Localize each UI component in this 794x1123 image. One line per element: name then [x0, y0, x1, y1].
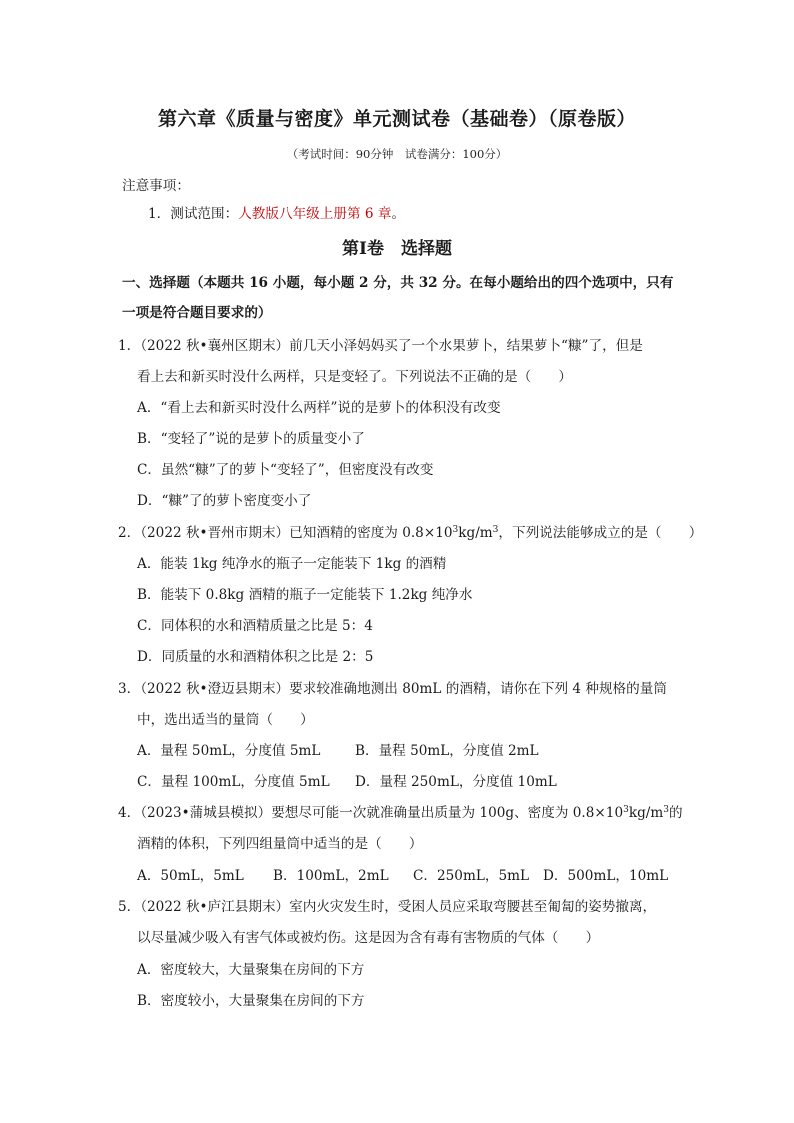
- question-2-option-c: C．同体积的水和酒精质量之比是 5：4: [137, 618, 373, 634]
- question-1-stem-line-2: 看上去和新买时没什么两样，只是变轻了。下列说法不正确的是（ ）: [137, 369, 572, 385]
- question-3-stem-line-1: 3．（2022 秋•澄迈县期末）要求较准确地测出 80mL 的酒精，请你在下列 4 种规格的量筒: [118, 681, 667, 697]
- question-2-unit: kg/m: [458, 525, 493, 541]
- question-4-option-d: D．500mL，10mL: [543, 868, 669, 884]
- question-4-option-a: A．50mL，5mL: [137, 868, 244, 884]
- instructions-line-1: 一、选择题（本题共 16 小题，每小题 2 分，共 32 分。在每小题给出的四个选项中，只有: [122, 275, 674, 291]
- question-3-option-a: A．量程 50mL，分度值 5mL: [137, 743, 321, 759]
- question-3-option-d: D．量程 250mL，分度值 10mL: [355, 774, 557, 790]
- question-2-stem-line-1: [118, 523, 702, 543]
- notes-heading: 注意事项：: [122, 178, 190, 194]
- question-4-stem-line-2: 酒精的体积，下列四组量筒中适当的是（ ）: [137, 836, 423, 852]
- question-4-option-c: C．250mL，5mL: [413, 868, 530, 884]
- question-2-option-b: B．能装下 0.8kg 酒精的瓶子一定能装下 1.2kg 纯净水: [137, 587, 473, 603]
- question-4-stem-post: 的: [668, 805, 683, 821]
- exam-info: （考试时间：90分钟 试卷满分：100分）: [286, 147, 508, 161]
- question-2-stem-pre: 2．（2022 秋•晋州市期末）已知酒精的密度为 0.8×10: [118, 525, 453, 541]
- question-5-option-b: B．密度较小，大量聚集在房间的下方: [137, 993, 365, 1009]
- page-title: 第六章《质量与密度》单元测试卷（基础卷）（原卷版）: [157, 108, 636, 130]
- question-1-option-b: B．“变轻了”说的是萝卜的质量变小了: [137, 431, 365, 447]
- question-1-option-d: D．“糠”了的萝卜密度变小了: [137, 493, 312, 509]
- question-3-stem-line-2: 中，选出适当的量筒（ ）: [137, 712, 314, 728]
- question-3-option-c: C．量程 100mL，分度值 5mL: [137, 774, 330, 790]
- question-4-unit: kg/m: [628, 805, 664, 821]
- instructions-line-2: 一项是符合题目要求的）: [122, 305, 272, 321]
- question-4-exponent: 3: [623, 805, 629, 815]
- question-4-stem-pre: 4．（2023•蒲城县模拟）要想尽可能一次就准确量出质量为 100g、密度为 0.8×10: [118, 805, 624, 821]
- section-title: 第Ⅰ卷 选择题: [342, 239, 452, 259]
- question-2-exponent: 3: [452, 525, 459, 535]
- question-5-stem-line-2: 以尽量减少吸入有害气体或被灼伤。这是因为含有毒有害物质的气体（ ）: [137, 930, 600, 946]
- question-5-option-a: A．密度较大，大量聚集在房间的下方: [137, 962, 365, 978]
- notes-item-1: [148, 204, 405, 224]
- question-2-stem-post: ，下列说法能够成立的是（ ）: [498, 525, 703, 541]
- question-1-stem-line-1: 1．（2022 秋•襄州区期末）前几天小泽妈妈买了一个水果萝卜，结果萝卜“糠”了，但是: [118, 338, 643, 354]
- question-4-stem-line-1: [118, 803, 683, 823]
- question-1-option-a: A．“看上去和新买时没什么两样”说的是萝卜的体积没有改变: [137, 400, 501, 416]
- question-1-option-c: C．虽然“糠”了的萝卜“变轻了”，但密度没有改变: [137, 462, 434, 478]
- notes-item-1-suffix: 。: [391, 206, 406, 222]
- test-scope: 人教版八年级上册第 6 章: [238, 206, 392, 222]
- question-2-option-d: D．同质量的水和酒精体积之比是 2：5: [137, 649, 374, 665]
- question-2-unit-exponent: 3: [492, 525, 499, 535]
- question-4-unit-exponent: 3: [663, 805, 669, 815]
- question-3-option-b: B．量程 50mL，分度值 2mL: [355, 743, 539, 759]
- question-5-stem-line-1: 5．（2022 秋•庐江县期末）室内火灾发生时，受困人员应采取弯腰甚至匍匐的姿势撤离，: [118, 899, 657, 915]
- notes-item-1-prefix: 1．测试范围：: [148, 206, 239, 222]
- question-2-option-a: A．能装 1kg 纯净水的瓶子一定能装下 1kg 的酒精: [137, 556, 447, 572]
- question-4-option-b: B．100mL，2mL: [273, 868, 389, 884]
